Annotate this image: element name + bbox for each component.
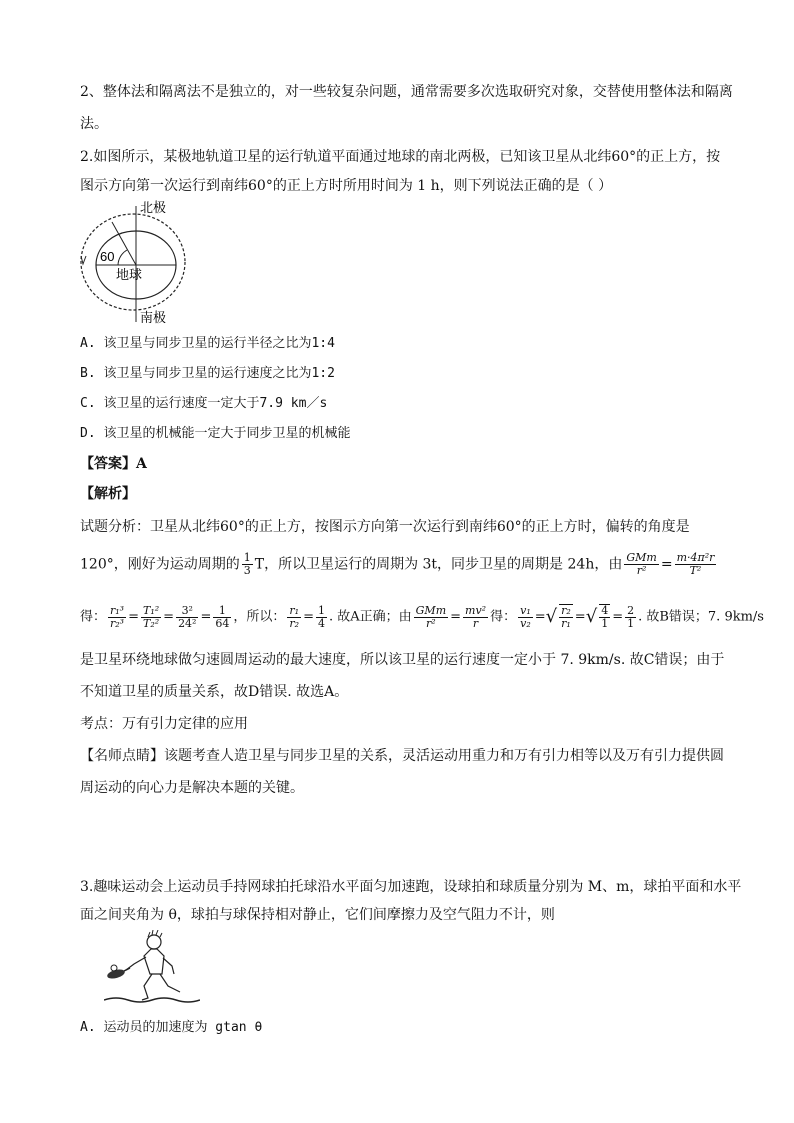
analysis-text: 得： — [490, 609, 517, 625]
frac-num: r₁³ — [110, 603, 125, 617]
q3-option-a: A. 运动员的加速度为 gtan θ — [80, 1020, 263, 1035]
fraction — [242, 552, 253, 577]
frac-den: 1 — [601, 617, 609, 630]
frac-num: 1 — [213, 605, 231, 618]
fraction — [463, 605, 488, 630]
fraction — [176, 605, 198, 630]
q2-stem-line-1: 2.如图所示，某极地轨道卫星的运行轨道平面通过地球的南北两极，已知该卫星从北纬60°的正上方，按 — [80, 149, 721, 165]
frac-num: r₂ — [561, 604, 571, 617]
analysis-text: 120°，刚好为运动周期的 — [80, 556, 240, 573]
frac-den: r₂³ — [110, 616, 125, 630]
frac-num: 3² — [176, 605, 198, 618]
frac-num: T₁² — [143, 603, 160, 617]
ball-icon — [111, 965, 117, 971]
q2-tip-line-1: 【名师点睛】该题考查人造卫星与同步卫星的关系，灵活运动用重力和万有引力相等以及万有引力提供圆 — [80, 748, 724, 764]
runner-leg-left — [142, 974, 152, 1000]
q2-analysis-line-4: 是卫星环绕地球做匀速圆周运动的最大速度，所以该卫星的运行速度一定小于 7. 9km/s. 故C错误；由于 — [80, 652, 725, 668]
q2-analysis-line-5: 不知道卫星的质量关系，故D错误. 故选A。 — [80, 684, 349, 700]
frac-num: GMm — [626, 551, 657, 564]
q2-analysis-line-3: 得： $\frac{\text{r₁³}}{\text{r₂³}}$ = $\frac{\text{T₁²}}{\text{T₂²}}$ = $\frac{\text{3²}}{\text{24²}}$ = $\frac{1}{64}$ ，所以： $\frac{\text{r₁}}{\text{r₂}}$ = $\frac{1}{4}$ . 故A正确；由 $\frac{\text{GMm}}{\text{r²}}$ = $\frac{\text{mv²}}{r}$ 得： $\frac{\text{v₁}}{\text{v₂}}$ =√ $\frac{\text{r₂}}{\text{r₁}}$ =√ $\frac{4}{1}$ = $\frac{2}{1}$ . 故B错误；7. 9km/s — [80, 603, 764, 630]
q3-stem-line-2: 面之间夹角为 θ，球拍与球保持相对静止，它们间摩擦力及空气阻力不计，则 — [80, 907, 555, 923]
frac-den: 24² — [178, 616, 197, 630]
frac-num: 4 — [601, 604, 609, 617]
angle-label: 60 — [100, 249, 115, 264]
frac-den: T₂² — [143, 616, 160, 630]
q2-analysis-line-2 — [80, 552, 718, 577]
frac-den: r — [472, 616, 479, 630]
analysis-text: T，所以卫星运行的周期为 3t，同步卫星的周期是 24h，由 — [254, 556, 623, 573]
analysis-text: 得： — [80, 609, 107, 625]
fraction — [141, 605, 161, 630]
frac-den: 3 — [243, 564, 251, 577]
q3-stem-line-1: 3.趣味运动会上运动员手持网球拍托球沿水平面匀加速跑，设球拍和球质量分别为 M、m，球拍平面和水平 — [80, 879, 742, 895]
fraction — [518, 605, 533, 630]
analysis-text: ，所以： — [233, 609, 286, 625]
frac-num: GMm — [415, 603, 447, 617]
fraction — [559, 604, 573, 630]
q2-analysis-line-1: 试题分析：卫星从北纬60°的正上方，按图示方向第一次运行到南纬60°的正上方时，偏转的角度是 — [80, 519, 690, 535]
intro-line-1: 2、整体法和隔离法不是独立的，对一些较复杂问题，通常需要多次选取研究对象，交替使用整体法和隔离 — [80, 84, 733, 100]
fraction — [599, 604, 610, 630]
runner-body — [144, 949, 164, 974]
fraction — [287, 605, 301, 630]
frac-den: r₁ — [561, 617, 571, 630]
frac-num: m·4π²r — [676, 551, 715, 564]
fraction — [108, 605, 126, 630]
q2-stem-line-2: 图示方向第一次运行到南纬60°的正上方时所用时间为 1 h，则下列说法正确的是（ ） — [80, 178, 613, 194]
analysis-text: . 故A正确；由 — [328, 609, 412, 625]
fraction — [624, 552, 658, 577]
q2-analysis-title: 【解析】 — [80, 486, 136, 502]
fraction — [414, 605, 448, 630]
analysis-text: . 故B错误；7. 9km/s — [638, 609, 764, 625]
earth-label: 地球 — [116, 267, 143, 282]
q2-option-b: B. 该卫星与同步卫星的运行速度之比为1:2 — [80, 366, 335, 381]
fraction — [213, 605, 231, 630]
q2-answer: 【答案】A — [80, 456, 147, 472]
runner-head — [147, 935, 161, 949]
polar-orbit-figure — [78, 198, 188, 326]
frac-den: r₂ — [289, 616, 300, 630]
north-pole-label: 北极 — [140, 200, 167, 215]
frac-num: r₁ — [289, 603, 300, 617]
frac-den: 64 — [215, 616, 230, 630]
runner-arm-right — [163, 958, 174, 974]
sqrt-icon: √ — [545, 606, 558, 627]
frac-den: 4 — [317, 616, 325, 630]
radius-line — [112, 222, 136, 265]
frac-den: r² — [636, 564, 647, 577]
q2-option-d: D. 该卫星的机械能一定大于同步卫星的机械能 — [80, 426, 351, 441]
frac-den: 1 — [627, 616, 635, 630]
q2-option-c: C. 该卫星的运行速度一定大于7.9 km／s — [80, 396, 328, 411]
frac-num: mv² — [465, 603, 487, 617]
angle-arc — [118, 250, 127, 265]
frac-num: 1 — [317, 603, 325, 617]
frac-den: v₂ — [520, 616, 531, 630]
frac-num: v₁ — [520, 603, 531, 617]
ground-line — [104, 998, 200, 1002]
racket-handle — [124, 968, 130, 971]
frac-den: T² — [689, 564, 702, 577]
south-pole-label: 南极 — [140, 310, 167, 325]
frac-num: 1 — [243, 551, 251, 564]
equals: = — [660, 556, 673, 573]
q2-kaodian: 考点：万有引力定律的应用 — [80, 716, 248, 732]
runner-leg-right — [160, 974, 180, 992]
direction-arrow — [81, 256, 86, 264]
q2-tip-line-2: 周运动的向心力是解决本题的关键。 — [80, 780, 304, 796]
intro-line-2: 法。 — [80, 116, 108, 132]
sqrt-icon: √ — [585, 606, 598, 627]
frac-num: 2 — [627, 603, 635, 617]
fraction — [316, 605, 327, 630]
fraction — [625, 605, 636, 630]
runner-figure — [104, 930, 200, 1006]
frac-den: r² — [426, 616, 436, 630]
fraction — [675, 552, 717, 577]
q2-option-a: A. 该卫星与同步卫星的运行半径之比为1:4 — [80, 336, 335, 351]
